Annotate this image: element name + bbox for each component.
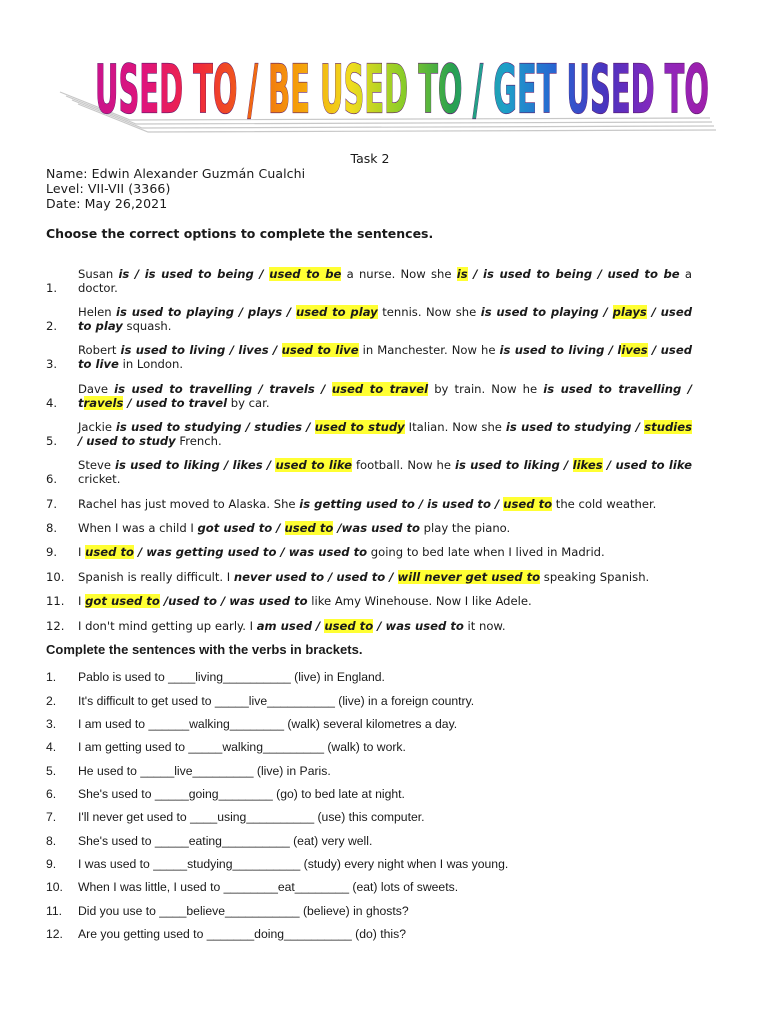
answer-option: is / is used to being / <box>118 267 270 281</box>
answer-option: /was used to <box>333 521 420 535</box>
item-sentence <box>78 594 692 608</box>
answer-option: / used to live <box>78 343 692 371</box>
sentence-text: going to bed late when I lived in Madrid. <box>367 545 605 559</box>
item-sentence: I was used to _____studying__________ (study) every night when I was young. <box>78 857 509 871</box>
answer-option: is used to travelling / travels / <box>114 382 332 396</box>
item-number: 7. <box>46 810 57 824</box>
sentence-text: French. <box>175 434 222 448</box>
sentence-text: Dave <box>78 382 115 396</box>
item-sentence <box>78 458 692 486</box>
item-sentence <box>78 619 692 633</box>
sentence-text: in Manchester. Now he <box>358 343 500 357</box>
sentence-text: like Amy Winehouse. Now I like Adele. <box>307 594 532 608</box>
item-number: 2. <box>46 319 58 333</box>
selected-answer: got used to <box>85 594 160 608</box>
answer-option: is getting used to / is used to / <box>299 497 504 511</box>
answer-option: is used to studying / <box>505 420 645 434</box>
item-sentence: He used to _____live_________ (live) in Paris. <box>78 764 331 778</box>
item-sentence <box>78 420 692 448</box>
item-number: 8. <box>46 521 58 535</box>
item-number: 8. <box>46 834 57 848</box>
item-sentence: Are you getting used to _______doing__________ (do) this? <box>78 927 406 941</box>
selected-answer: ives <box>621 343 648 357</box>
item-number: 10. <box>46 570 65 584</box>
item-sentence <box>78 382 692 410</box>
sentence-text: Robert <box>78 343 121 357</box>
sentence-text: Susan <box>78 267 119 281</box>
answer-option: / was getting used to / was used to <box>133 545 368 559</box>
item-sentence <box>78 497 692 511</box>
selected-answer: likes <box>572 458 603 472</box>
answer-option: is used to liking / likes / <box>114 458 276 472</box>
answer-option: never used to / used to / <box>233 570 398 584</box>
item-number: 12. <box>46 927 63 941</box>
item-sentence: She's used to _____eating__________ (eat) very well. <box>78 834 373 848</box>
date-line: Date: May 26,2021 <box>46 196 168 211</box>
item-number: 6. <box>46 472 58 486</box>
sentence-text: it now. <box>463 619 506 633</box>
selected-answer: used to play <box>295 305 378 319</box>
instruction-complete: Complete the sentences with the verbs in brackets. <box>46 642 363 657</box>
item-sentence <box>78 343 692 371</box>
selected-answer: used to <box>284 521 334 535</box>
item-number: 9. <box>46 857 57 871</box>
sentence-text: tennis. Now she <box>377 305 481 319</box>
item-sentence <box>78 570 692 584</box>
item-number: 1. <box>46 281 58 295</box>
sentence-text: Helen <box>78 305 117 319</box>
item-sentence: I am used to ______walking________ (walk) several kilometres a day. <box>78 717 458 731</box>
item-number: 11. <box>46 904 63 918</box>
answer-option: /used to / was used to <box>159 594 308 608</box>
item-number: 7. <box>46 497 58 511</box>
selected-answer: will never get used to <box>397 570 541 584</box>
item-sentence <box>78 521 692 535</box>
item-number: 1. <box>46 670 57 684</box>
item-number: 3. <box>46 357 58 371</box>
student-name: Name: Edwin Alexander Guzmán Cualchi <box>46 166 306 181</box>
sentence-text: a nurse. Now she <box>341 267 457 281</box>
sentence-text: a doctor. <box>78 267 693 295</box>
item-number: 4. <box>46 740 57 754</box>
selected-answer: studies <box>644 420 692 434</box>
item-sentence: She's used to _____going________ (go) to bed late at night. <box>78 787 405 801</box>
answer-option: is used to living / lives / <box>120 343 282 357</box>
sentence-text: by car. <box>227 396 270 410</box>
item-sentence <box>78 305 692 333</box>
item-number: 10. <box>46 880 63 894</box>
item-sentence: Pablo is used to ____living__________ (live) in England. <box>78 670 385 684</box>
sentence-text: Rachel has just moved to Alaska. She <box>78 497 300 511</box>
item-number: 5. <box>46 434 58 448</box>
sentence-text: I don't mind getting up early. I <box>78 619 257 633</box>
item-number: 3. <box>46 717 57 731</box>
student-level: Level: VII-VII (3366) <box>46 181 171 196</box>
answer-option: / used to study <box>78 434 176 448</box>
item-sentence: Did you use to ____believe___________ (believe) in ghosts? <box>78 904 409 918</box>
sentence-text: Spanish is really difficult. I <box>78 570 234 584</box>
answer-option: is used to playing / plays / <box>116 305 296 319</box>
sentence-text: in London. <box>118 357 184 371</box>
selected-answer: ravels <box>83 396 124 410</box>
item-number: 12. <box>46 619 65 633</box>
selected-answer: used to <box>85 545 134 559</box>
item-number: 4. <box>46 396 58 410</box>
answer-option: is used to travelling / t <box>78 382 692 410</box>
sentence-text: I <box>78 545 86 559</box>
item-number: 6. <box>46 787 57 801</box>
sentence-text: Jackie <box>78 420 116 434</box>
selected-answer: used to be <box>269 267 342 281</box>
answer-option: / used to like <box>602 458 692 472</box>
item-sentence: I am getting used to _____walking_________ (walk) to work. <box>78 740 406 754</box>
answer-option: / used to play <box>78 305 692 333</box>
answer-option: / was used to <box>373 619 464 633</box>
sentence-text: the cold weather. <box>552 497 657 511</box>
answer-option: is used to living / l <box>499 343 622 357</box>
wordart-title <box>0 0 768 140</box>
item-sentence: It's difficult to get used to _____live__________ (live) in a foreign country. <box>78 694 475 708</box>
answer-option: got used to / <box>197 521 285 535</box>
item-sentence: When I was little, I used to ________eat________ (eat) lots of sweets. <box>78 880 459 894</box>
selected-answer: used to live <box>281 343 359 357</box>
item-sentence <box>78 545 692 559</box>
sentence-text: speaking Spanish. <box>540 570 650 584</box>
sentence-text: by train. Now he <box>428 382 544 396</box>
item-number: 2. <box>46 694 57 708</box>
item-number: 5. <box>46 764 57 778</box>
selected-answer: is <box>456 267 468 281</box>
selected-answer: plays <box>612 305 647 319</box>
selected-answer: used to travel <box>331 382 429 396</box>
item-number: 11. <box>46 594 65 608</box>
instruction-choose: Choose the correct options to complete the sentences. <box>46 226 434 241</box>
answer-option: is used to studying / studies / <box>115 420 315 434</box>
page-title: USED TO / BE USED TO / GET USED TO <box>95 52 710 130</box>
item-number: 9. <box>46 545 58 559</box>
selected-answer: used to <box>503 497 553 511</box>
selected-answer: used to like <box>275 458 353 472</box>
sentence-text: Italian. Now she <box>404 420 506 434</box>
task-heading: Task 2 <box>350 151 390 166</box>
answer-option: is used to playing / <box>480 305 613 319</box>
selected-answer: used to <box>324 619 374 633</box>
sentence-text: When I was a child I <box>78 521 198 535</box>
item-sentence: I'll never get used to ____using__________ (use) this computer. <box>78 810 425 824</box>
sentence-text: cricket. <box>78 472 121 486</box>
item-sentence <box>78 267 692 295</box>
sentence-text: play the piano. <box>420 521 511 535</box>
answer-option: / used to travel <box>123 396 228 410</box>
answer-option: am used / <box>256 619 325 633</box>
answer-option: / is used to being / used to be <box>467 267 680 281</box>
answer-option: is used to liking / <box>454 458 573 472</box>
sentence-text: Steve <box>78 458 115 472</box>
sentence-text: squash. <box>122 319 172 333</box>
sentence-text: football. Now he <box>352 458 455 472</box>
sentence-text: I <box>78 594 86 608</box>
selected-answer: used to study <box>314 420 405 434</box>
